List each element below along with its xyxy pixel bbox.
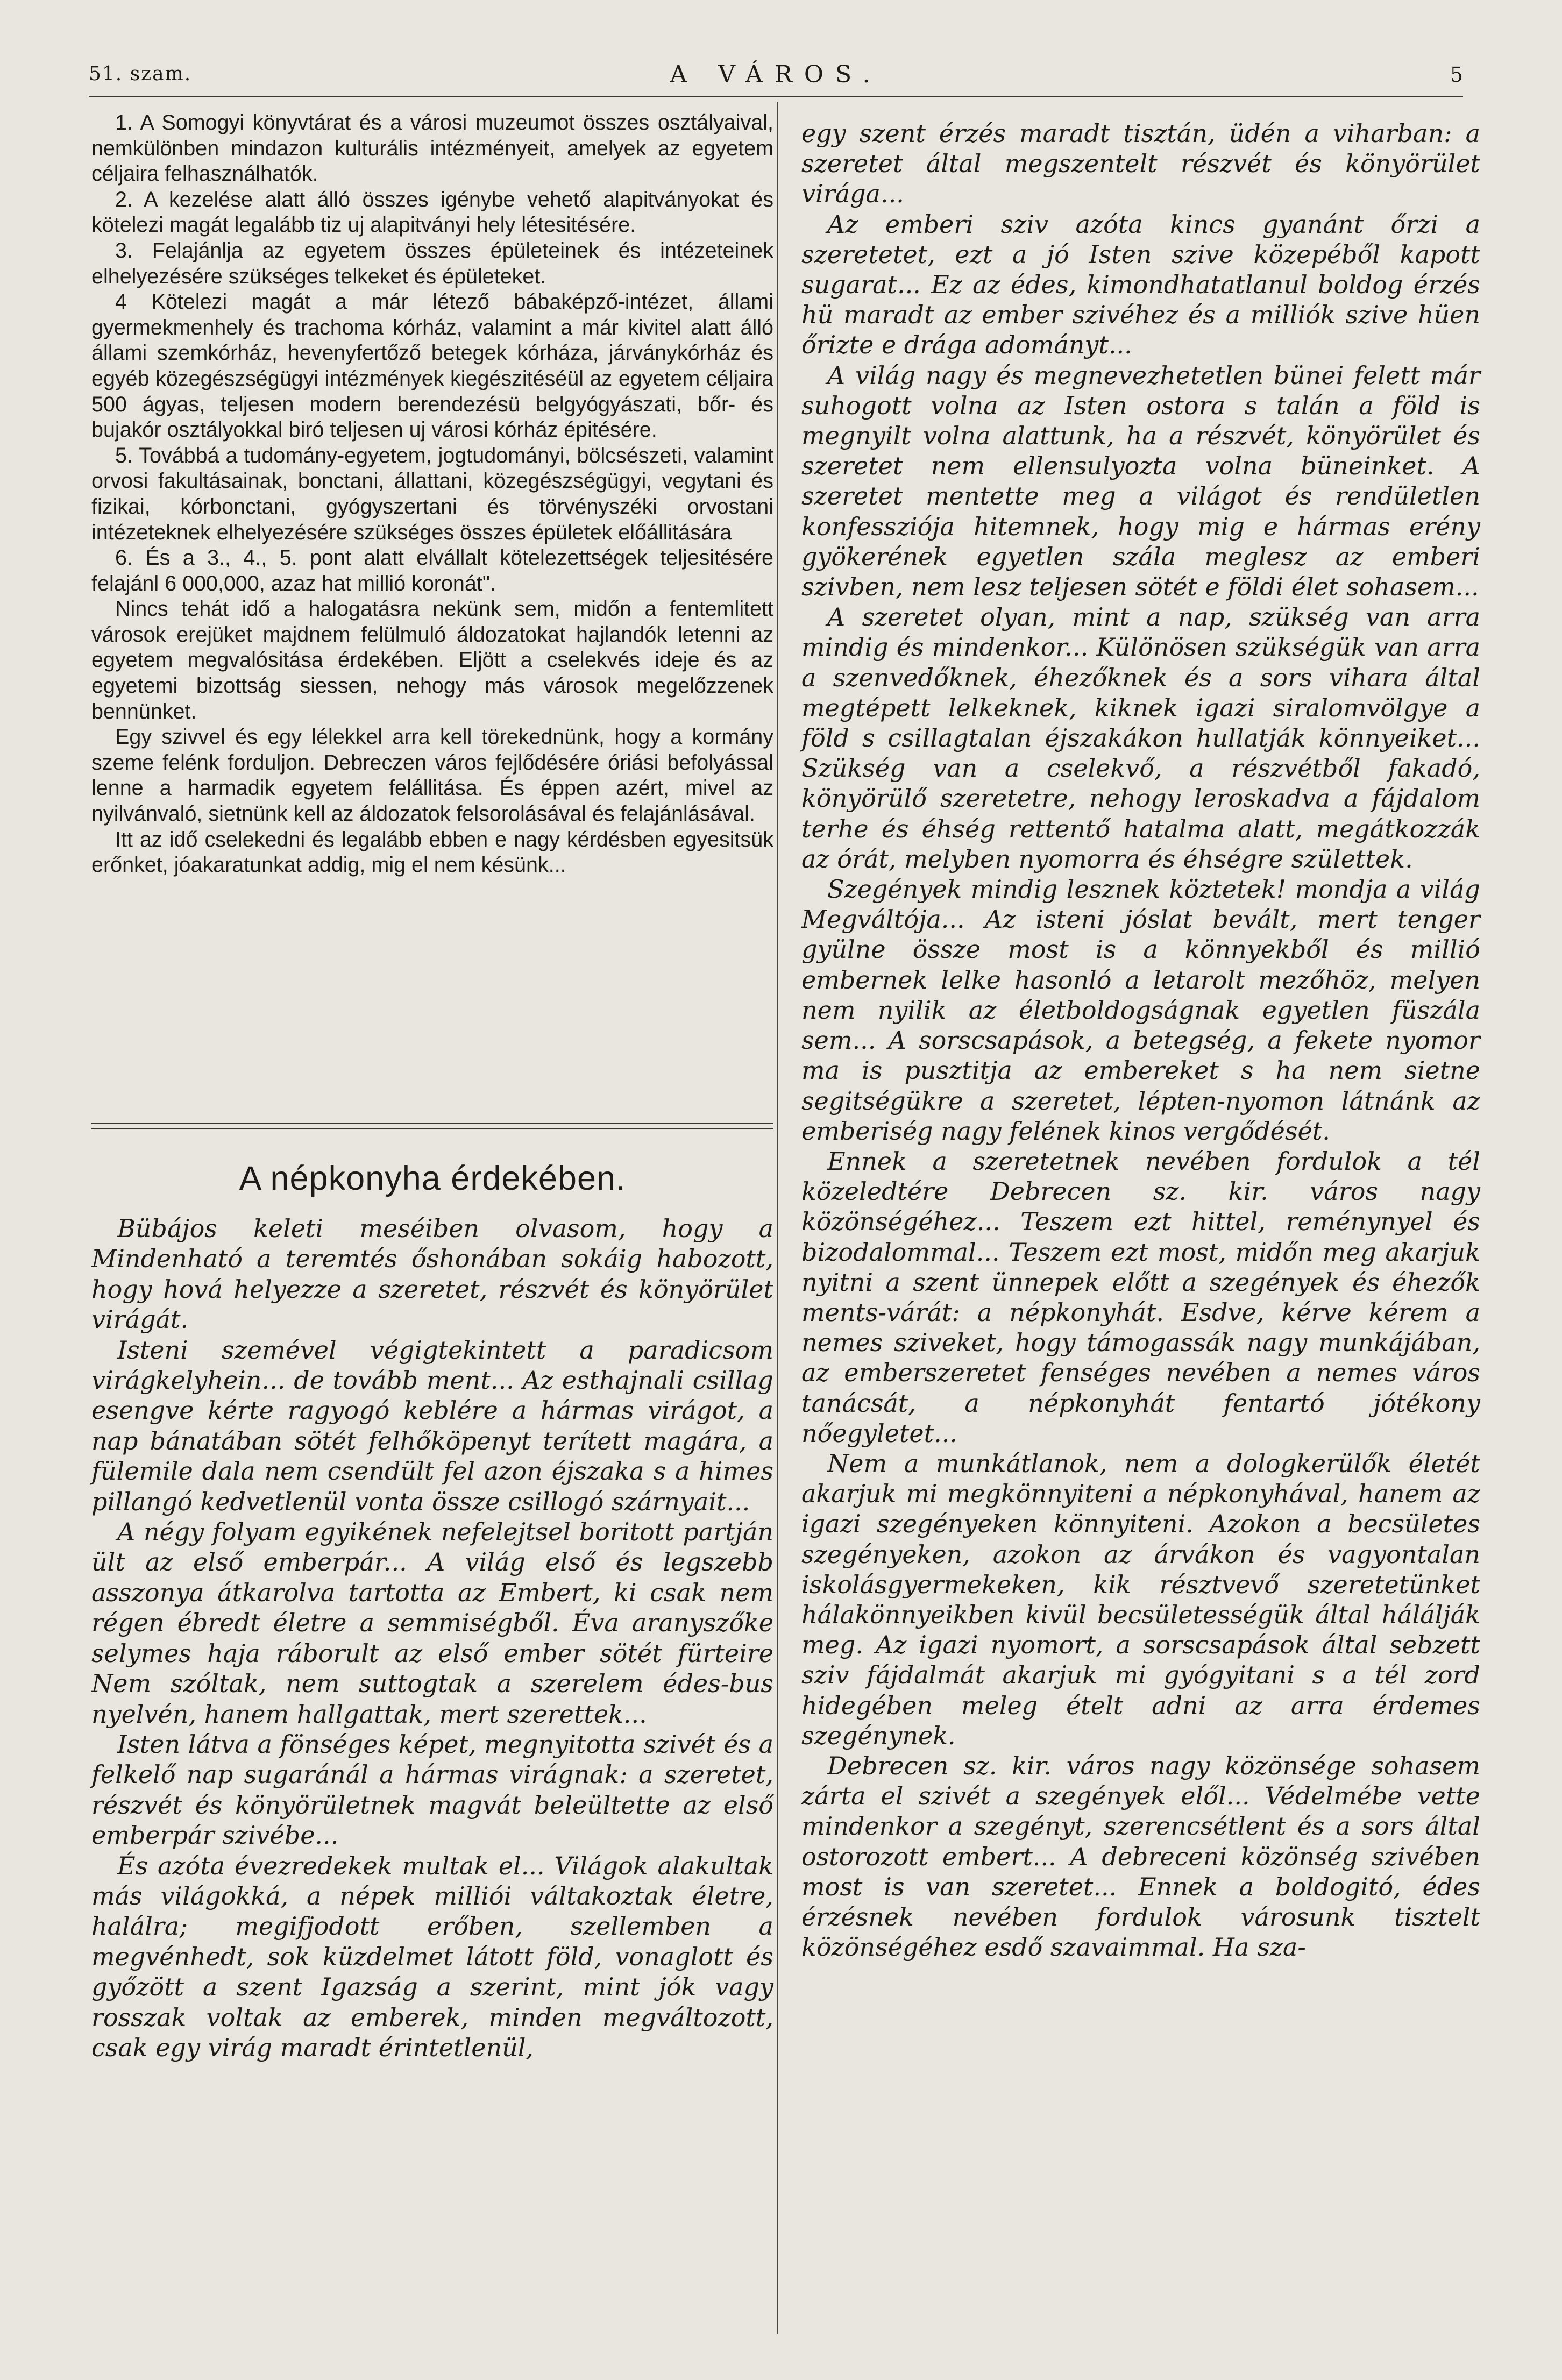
- page-number: 5: [1450, 63, 1463, 87]
- article-paragraph: Nem a munkátlanok, nem a dologkerülők életét akarjuk mi megkönnyiteni a népkonyhával, hanem az igazi szegényeken könnyiteni. Azokon a becsületes szegényeken, azokon az árvákon és vagyontalan iskolásgyermekeken, kik résztvevő szeretetünket hálakönnyeikben kivül becsületességük által hálálják meg. Az igazi nyomort, a sorscsapások által sebzett sziv fájdalmát akarjuk mi gyógyitani s a tél zord hidegében meleg ételt adni az arra érdemes szegénynek.: [801, 1448, 1480, 1750]
- issue-number: 51. szam.: [89, 63, 192, 85]
- article-paragraph: A világ nagy és megnevezhetetlen bünei felett már suhogott volna az Isten ostora s talán a föld is megnyilt volna alattunk, ha a részvét, könyörület és szeretet nem ellensulyozta volna büneinket. A szeretet mentette meg a világot és rendületlen konfessziója hitemnek, hogy mig e hármas erény gyökerének egyetlen szála meglesz az emberi szivben, nem lesz teljesen sötét e földi élet sohasem...: [801, 360, 1480, 602]
- notice-paragraph: 3. Felajánlja az egyetem összes épületeinek és intézeteinek elhelyezésére szükséges telkeket és épületeket.: [91, 238, 773, 288]
- notice-paragraph: 1. A Somogyi könyvtárat és a városi muzeumot összes osztályaival, nemkülönben mindazon kulturális intézményeit, amelyek az egyetem céljaira felhasználhatók.: [91, 111, 773, 186]
- article-paragraph: egy szent érzés maradt tisztán, üdén a viharban: a szeretet által megszentelt részvét és könyörület virága...: [801, 119, 1480, 209]
- article-paragraph: A szeretet olyan, mint a nap, szükség van arra mindig és mindenkor... Különösen szükségük van arra a szenvedőknek, éhezőknek és a sors vihara által megtépett lelkeknek, kiknek igazi siralomvölgye a föld s csillagtalan éjszakákon hullatják könnyeiket... Szükség van a cselekvő, a részvétből fakadó, könyörülő szeretetre, nehogy leroskadva a fájdalom terhe és éhség rettentő hatalma alatt, megátkozzák az órát, melyben nyomorra és éhségre születtek.: [801, 602, 1480, 873]
- masthead: A VÁROS.: [670, 61, 882, 88]
- article-paragraph: Ennek a szeretetnek nevében fordulok a tél közeledtére Debrecen sz. kir. város nagy közönségéhez... Teszem ezt hittel, reménynyel és bizodalommal... Teszem ezt most, midőn meg akarjuk nyitni a szent ünnepek előtt a szegények és éhezők ments-várát: a népkonyhát. Esdve, kérve kérem a nemes sziveket, hogy támogassák nagy munkájában, az emberszeretet fenséges nevében a nemes város tanácsát, a népkonyhát fentartó jótékony nőegyletet...: [801, 1146, 1480, 1448]
- article-left-column: [91, 1213, 773, 2063]
- header-rule: [89, 96, 1463, 97]
- notice-paragraph: Egy szivvel és egy lélekkel arra kell törekednünk, hogy a kormány szeme felénk forduljon. Debreczen város fejlődésére óriási befolyással lenne a harmadik egyetem felállitása. És éppen azért, mivel az nyilvánvaló, sietnünk kell az áldozatok felsorolásával és felajánlásával.: [91, 725, 773, 826]
- article-paragraph: A négy folyam egyikének nefelejtsel boritott partján ült az első emberpár... A világ első és legszebb asszonya átkarolva tartotta az Embert, ki csak nem régen ébredt életre a semmiségből. Éva aranyszőke selymes haja ráborult az első ember sötét fürteire Nem szóltak, nem suttogtak a szerelem édes-bus nyelvén, hanem hallgattak, mert szerettek...: [91, 1517, 773, 1729]
- university-notice: [91, 110, 773, 878]
- article-paragraph: Debrecen sz. kir. város nagy közönsége sohasem zárta el szivét a szegények elől... Védelmébe vette mindenkor a szegényt, szerencsétlent és a sors által ostorozott embert... A debreceni közönség szivében most is van szeretet... Ennek a boldogitó, édes érzésnek nevében fordulok városunk tisztelt közönségéhez esdő szavaimmal. Ha sza-: [801, 1751, 1480, 1962]
- section-divider: [91, 1123, 773, 1129]
- article-paragraph: Isten látva a fönséges képet, megnyitotta szivét és a felkelő nap sugaránál a hármas virágnak: a szeretet, részvét és könyörületnek magvát beleültette az első emberpár szivébe...: [91, 1729, 773, 1850]
- notice-paragraph: Itt az idő cselekedni és legalább ebben e nagy kérdésben egyesitsük erőnket, jóakaratunkat addig, mig el nem késünk...: [91, 827, 773, 877]
- article-paragraph: Az emberi sziv azóta kincs gyanánt őrzi a szeretetet, ezt a jó Isten szive közepéből kapott sugarat... Ez az édes, kimondhatatlanul boldog érzés hü maradt az ember szivéhez és a milliók szive hüen őrizte e drága adományt...: [801, 209, 1480, 360]
- notice-paragraph: 2. A kezelése alatt álló összes igénybe vehető alapitványokat és kötelezi magát legalább tiz uj alapitványi hely létesitésére.: [91, 187, 773, 237]
- article-paragraph: És azóta évezredekek multak el... Világok alakultak más világokká, a népek milliói váltakoztak életre, halálra; megifjodott erőben, szellemben a megvénhedt, sok küzdelmet látott föld, vonaglott és győzött a szent Igazság a szerint, mint jók vagy rosszak voltak az emberek, minden megváltozott, csak egy virág maradt érintetlenül,: [91, 1851, 773, 2062]
- article-title: A népkonyha érdekében.: [239, 1160, 626, 1197]
- notice-paragraph: 4 Kötelezi magát a már létező bábaképző-intézet, állami gyermekmenhely és trachoma kórház, valamint a már kivitel alatt álló állami szemkórház, hevenyfertőző betegek kórháza, járványkórház és egyéb közegészségügyi intézmények kiegészitéséül az egyetem céljaira 500 ágyas, teljesen modern berendezésü belgyógyászati, bőr- és bujakór osztályokkal biró teljesen uj városi kórház épitésére.: [91, 290, 773, 442]
- article-right-column: [801, 118, 1480, 1962]
- page-header: [89, 51, 1463, 94]
- notice-paragraph: 5. Továbbá a tudomány-egyetem, jogtudományi, bölcsészeti, valamint orvosi fakultásainak, bonctani, állattani, közegészségügyi, vegytani és fizikai, kórbonctani, gyógyszertani és törvényszéki orvostani intézeteknek elhelyezésére szükséges összes épületek előállitására: [91, 443, 773, 544]
- notice-paragraph: Nincs tehát idő a halogatásra nekünk sem, midőn a fentemlitett városok erejüket majdnem felülmuló áldozatokat hajlandók letenni az egyetem megvalósitása érdekében. Eljött a cselekvés ideje és az egyetemi bizottság siessen, nehogy más városok megelőzzenek bennünket.: [91, 597, 773, 723]
- article-paragraph: Szegények mindig lesznek köztetek! mondja a világ Megváltója... Az isteni jóslat bevált, mert tenger gyülne össze most is a könnyekből és millió embernek lelke hasonló a letarolt mezőhöz, melyen nem nyilik az életboldogságnak egyetlen füszála sem... A sorscsapások, a betegség, a fekete nyomor ma is pusztitja az embereket s ha nem sietne segitségükre a szeretet, lépten-nyomon látnánk az emberiség nagy felének kinos vergődését.: [801, 875, 1480, 1146]
- article-paragraph: Bübájos keleti meséiben olvasom, hogy a Mindenható a teremtés őshonában sokáig habozott, hogy hová helyezze a szeretet, részvét és könyörület virágát.: [91, 1214, 773, 1334]
- article-paragraph: Isteni szemével végigtekintett a paradicsom virágkelyhein... de tovább ment... Az esthajnali csillag esengve kérte ragyogó keblére a hármas virágot, a nap bánatában sötét felhőköpenyt terített magára, a fülemile dala nem csendült fel azon éjszaka s a himes pillangó kedvetlenül vonta össze csillogó szárnyait...: [91, 1335, 773, 1516]
- notice-paragraph: 6. És a 3., 4., 5. pont alatt elvállalt kötelezettségek teljesitésére felajánl 6 000,000, azaz hat millió koronát".: [91, 546, 773, 595]
- column-divider: [777, 102, 778, 2334]
